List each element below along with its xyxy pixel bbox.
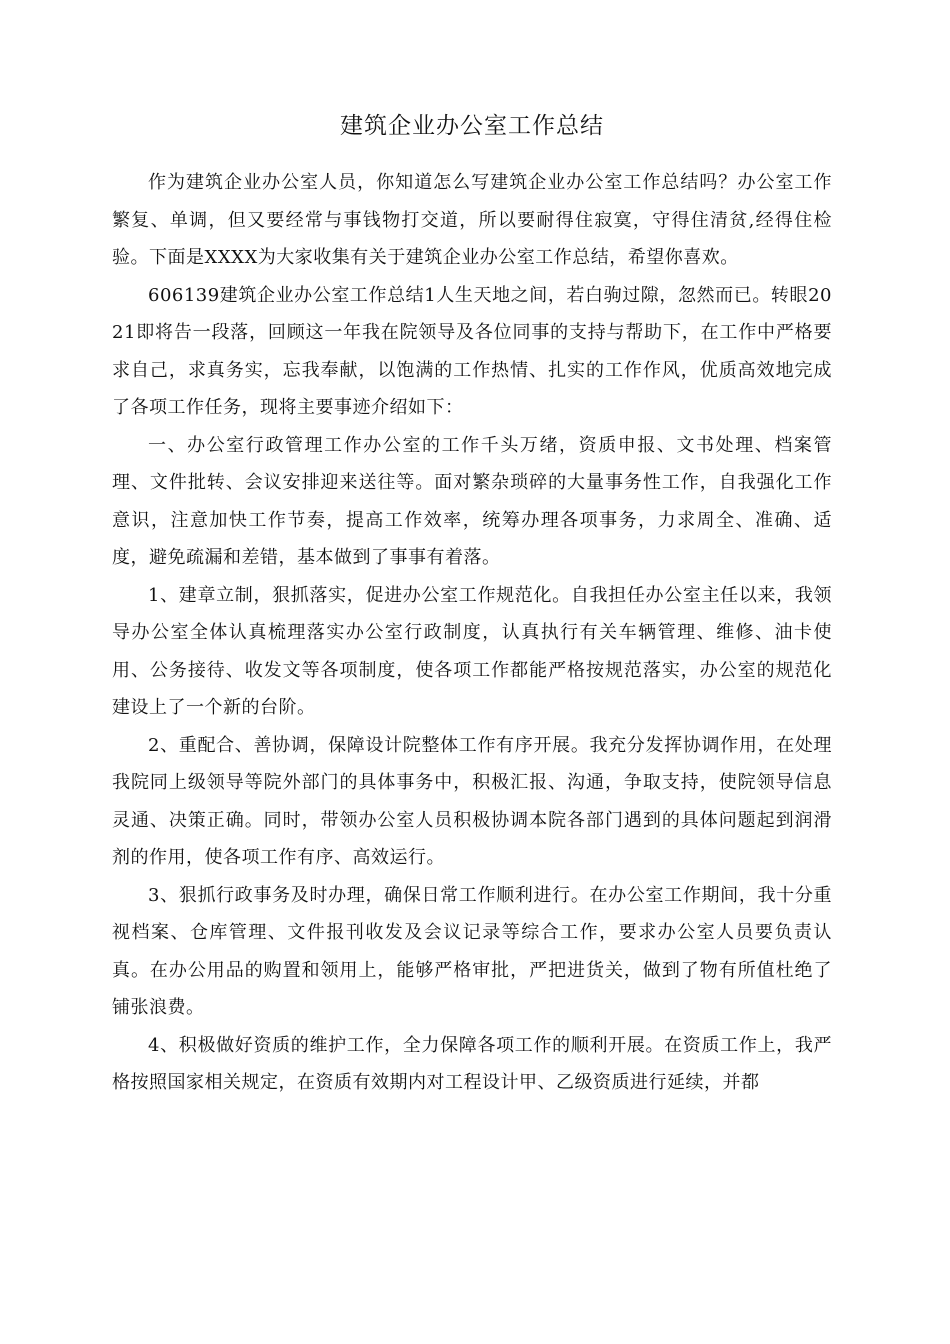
document-body [112,164,832,1102]
paragraph-item-3: 3、狠抓行政事务及时办理，确保日常工作顺利进行。在办公室工作期间，我十分重视档案、仓库管理、文件报刊收发及会议记录等综合工作，要求办公室人员要负责认真。在办公用品的购置和领用上，能够严格审批，严把进货关，做到了物有所值杜绝了铺张浪费。 [112,884,832,1018]
paragraph-item-4: 4、积极做好资质的维护工作，全力保障各项工作的顺利开展。在资质工作上，我严格按照国家相关规定，在资质有效期内对工程设计甲、乙级资质进行延续，并都 [112,1034,832,1093]
paragraph-section-1: 一、办公室行政管理工作办公室的工作千头万绪，资质申报、文书处理、档案管理、文件批转、会议安排迎来送往等。面对繁杂琐碎的大量事务性工作，自我强化工作意识，注意加快工作节奏，提高工作效率，统筹办理各项事务，力求周全、准确、适度，避免疏漏和差错，基本做到了事事有着落。 [112,434,832,568]
paragraph-summary-1: 606139建筑企业办公室工作总结1人生天地之间，若白驹过隙，忽然而已。转眼2021即将告一段落，回顾这一年我在院领导及各位同事的支持与帮助下，在工作中严格要求自己，求真务实，忘我奉献，以饱满的工作热情、扎实的工作作风，优质高效地完成了各项工作任务，现将主要事迹介绍如下： [112,284,832,418]
document-title: 建筑企业办公室工作总结 [340,113,604,139]
paragraph-item-1: 1、建章立制，狠抓落实，促进办公室工作规范化。自我担任办公室主任以来，我领导办公室全体认真梳理落实办公室行政制度，认真执行有关车辆管理、维修、油卡使用、公务接待、收发文等各项制度，使各项工作都能严格按规范落实，办公室的规范化建设上了一个新的台阶。 [112,584,832,718]
paragraph-intro: 作为建筑企业办公室人员，你知道怎么写建筑企业办公室工作总结吗？办公室工作繁复、单调，但又要经常与事钱物打交道，所以要耐得住寂寞，守得住清贫,经得住检验。下面是XXXX为大家收集有关于建筑企业办公室工作总结，希望你喜欢。 [112,172,832,268]
paragraph-item-2: 2、重配合、善协调，保障设计院整体工作有序开展。我充分发挥协调作用，在处理我院同上级领导等院外部门的具体事务中，积极汇报、沟通，争取支持，使院领导信息灵通、决策正确。同时，带领办公室人员积极协调本院各部门遇到的具体问题起到润滑剂的作用，使各项工作有序、高效运行。 [112,734,832,868]
